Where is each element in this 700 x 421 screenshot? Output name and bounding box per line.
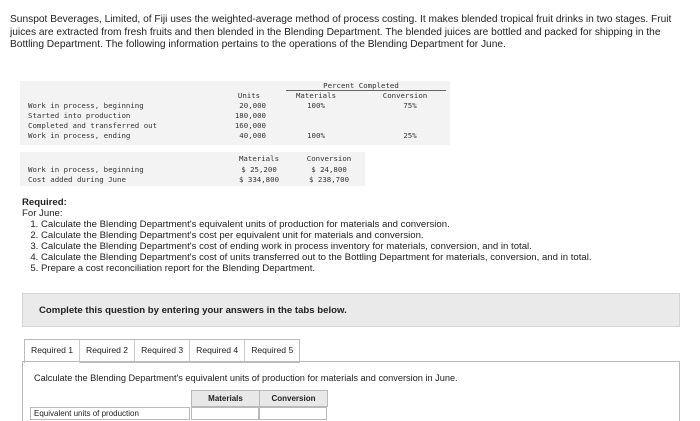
conversion-value: 25% [403, 131, 417, 140]
units-value: 20,000 [239, 101, 266, 110]
row-label: Cost added during June [28, 175, 126, 184]
row-label: Completed and transferred out [28, 121, 158, 130]
materials-cost: $ 25,200 [241, 165, 277, 174]
tab-required-5[interactable]: Required 5 [245, 340, 299, 362]
tab-required-2[interactable]: Required 2 [80, 340, 135, 362]
conversion-header: Conversion [306, 154, 352, 163]
conversion-cost: $ 24,800 [311, 165, 347, 174]
required-tabs [24, 339, 300, 363]
units-value: 160,000 [234, 121, 266, 130]
tab-required-4[interactable]: Required 4 [190, 340, 245, 362]
conversion-value: 75% [403, 101, 417, 110]
row-label: Work in process, beginning [28, 101, 144, 110]
tab-required-3[interactable]: Required 3 [135, 340, 190, 362]
row-label: Work in process, ending [28, 131, 131, 140]
required-item: 3. Calculate the Blending Department's cost of ending work in process inventory for materials, conversion, and in total. [41, 241, 592, 252]
problem-intro: Sunspot Beverages, Limited, of Fiji uses the weighted-average method of process costing. It makes blended tropical fruit drinks in two stages. Fruit juices are extracted from fresh fruits and then blended in the Blending Department. The blended juices are bottled and packed for shipping in the Bottling Department. The following information pertains to the operations of the Blending Department for June. [10, 14, 672, 50]
materials-value: 100% [307, 131, 325, 140]
row-label: Work in process, beginning [28, 165, 144, 174]
materials-column-header: Materials [191, 390, 260, 407]
instructions-banner [22, 293, 680, 327]
units-table [20, 81, 450, 145]
units-value: 40,000 [239, 131, 266, 140]
required-heading: Required: [22, 197, 67, 208]
banner-text: Complete this question by entering your answers in the tabs below. [39, 305, 347, 316]
materials-header: Materials [238, 154, 280, 163]
required-item: 4. Calculate the Blending Department's cost of units transferred out to the Bottling Department for materials, conversion, and in total. [41, 252, 592, 263]
row-label: Started into production [28, 111, 131, 120]
required-item: 1. Calculate the Blending Department's equivalent units of production for materials and conversion. [41, 219, 592, 230]
cost-table [20, 152, 365, 186]
materials-value: 100% [307, 101, 325, 110]
required-list [22, 219, 592, 274]
materials-input[interactable] [191, 407, 259, 420]
tab-required-1[interactable]: Required 1 [25, 340, 80, 364]
required-item: 2. Calculate the Blending Department's cost per equivalent unit for materials and conversion. [41, 230, 592, 241]
units-value: 180,000 [234, 111, 266, 120]
units-header: Units [237, 91, 261, 100]
conversion-cost: $ 238,700 [308, 175, 350, 184]
materials-header: Materials [295, 91, 337, 100]
required-item: 5. Prepare a cost reconciliation report for the Blending Department. [41, 263, 592, 274]
materials-cost: $ 334,800 [238, 175, 280, 184]
required-section [22, 197, 592, 274]
equivalent-units-label: Equivalent units of production [30, 407, 190, 420]
required-subheading: For June: [22, 208, 63, 219]
conversion-column-header: Conversion [259, 390, 328, 407]
percent-completed-header: Percent Completed [323, 81, 399, 90]
conversion-header: Conversion [382, 91, 428, 100]
panel-instruction: Calculate the Blending Department's equivalent units of production for materials and conversion in June. [34, 373, 458, 383]
conversion-input[interactable] [259, 407, 327, 420]
